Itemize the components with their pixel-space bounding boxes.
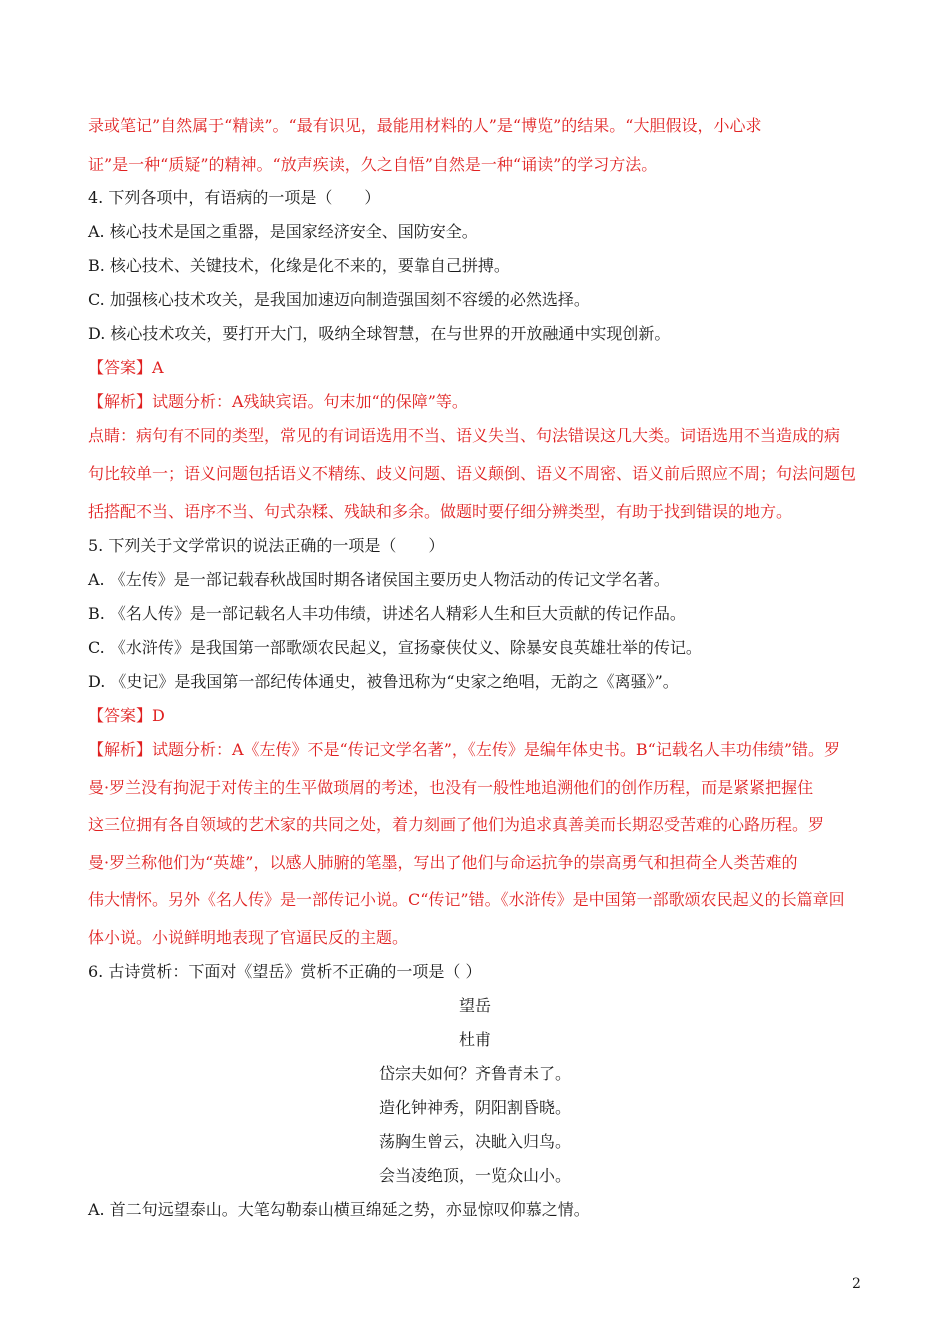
poem-line: 岱宗夫如何？齐鲁青未了。 <box>378 1064 571 1083</box>
explanation-line: 录或笔记”自然属于“精读”。“最有识见，最能用材料的人”是“博览”的结果。“大胆假设，小心求 <box>88 116 762 135</box>
q5-analysis-line: 曼·罗兰称他们为“英雄”，以感人肺腑的笔墨，写出了他们与命运抗争的崇高勇气和担荷全人类苦难的 <box>88 853 798 872</box>
question-6-stem: 6. 古诗赏析：下面对《望岳》赏析不正确的一项是（ ） <box>88 962 482 981</box>
q4-tip-line: 点睛：病句有不同的类型，常见的有词语选用不当、语义失当、句法错误这几大类。词语选用不当造成的病 <box>88 426 841 445</box>
q5-analysis-line: 【解析】试题分析：A《左传》不是“传记文学名著”，《左传》是编年体史书。B“记载名人丰功伟绩”错。罗 <box>88 740 841 759</box>
poem-author: 杜甫 <box>458 1030 491 1049</box>
poem-line: 荡胸生曾云，决眦入归鸟。 <box>378 1132 571 1151</box>
q4-option-a: A. 核心技术是国之重器，是国家经济安全、国防安全。 <box>88 222 478 241</box>
poem-line: 造化钟神秀，阴阳割昏晓。 <box>378 1098 571 1117</box>
question-5-stem: 5. 下列关于文学常识的说法正确的一项是（ ） <box>88 536 445 555</box>
poem-line: 会当凌绝顶，一览众山小。 <box>378 1166 571 1185</box>
q4-tip-line: 括搭配不当、语序不当、句式杂糅、残缺和多余。做题时要仔细分辨类型，有助于找到错误的地方。 <box>88 502 793 521</box>
q4-option-d: D. 核心技术攻关，要打开大门，吸纳全球智慧，在与世界的开放融通中实现创新。 <box>88 324 671 343</box>
q5-answer: 【答案】D <box>88 706 165 725</box>
q5-analysis-line: 体小说。小说鲜明地表现了官逼民反的主题。 <box>88 928 409 947</box>
q5-option-d: D. 《史记》是我国第一部纪传体通史，被鲁迅称为“史家之绝唱，无韵之《离骚》”。 <box>88 672 679 691</box>
q5-option-c: C. 《水浒传》是我国第一部歌颂农民起义，宣扬豪侠仗义、除暴安良英雄壮举的传记。 <box>88 638 702 657</box>
q5-option-b: B. 《名人传》是一部记载名人丰功伟绩，讲述名人精彩人生和巨大贡献的传记作品。 <box>88 604 686 623</box>
q4-answer: 【答案】A <box>88 358 164 377</box>
q5-analysis-line: 这三位拥有各自领域的艺术家的共同之处，着力刻画了他们为追求真善美而长期忍受苦难的心路历程。罗 <box>88 815 825 834</box>
q6-option-a: A. 首二句远望泰山。大笔勾勒泰山横亘绵延之势，亦显惊叹仰慕之情。 <box>88 1200 590 1219</box>
q4-tip-line: 句比较单一；语义问题包括语义不精练、歧义问题、语义颠倒、语义不周密、语义前后照应不周；句法问题包 <box>88 464 857 483</box>
poem-title: 望岳 <box>458 996 491 1015</box>
explanation-line: 证”是一种“质疑”的精神。“放声疾读，久之自悟”自然是一种“诵读”的学习方法。 <box>88 155 658 174</box>
page-number: 2 <box>852 1276 861 1292</box>
q5-analysis-line: 伟大情怀。另外《名人传》是一部传记小说。C“传记”错。《水浒传》是中国第一部歌颂农民起义的长篇章回 <box>88 890 845 909</box>
q5-option-a: A. 《左传》是一部记载春秋战国时期各诸侯国主要历史人物活动的传记文学名著。 <box>88 570 670 589</box>
question-4-stem: 4. 下列各项中，有语病的一项是（ ） <box>88 188 381 207</box>
q4-option-c: C. 加强核心技术攻关，是我国加速迈向制造强国刻不容缓的必然选择。 <box>88 290 590 309</box>
q4-analysis: 【解析】试题分析：A残缺宾语。句末加“的保障”等。 <box>88 392 468 411</box>
q5-analysis-line: 曼·罗兰没有拘泥于对传主的生平做琐屑的考述，也没有一般性地追溯他们的创作历程，而是紧紧把握住 <box>88 778 814 797</box>
q4-option-b: B. 核心技术、关键技术，化缘是化不来的，要靠自己拼搏。 <box>88 256 510 275</box>
